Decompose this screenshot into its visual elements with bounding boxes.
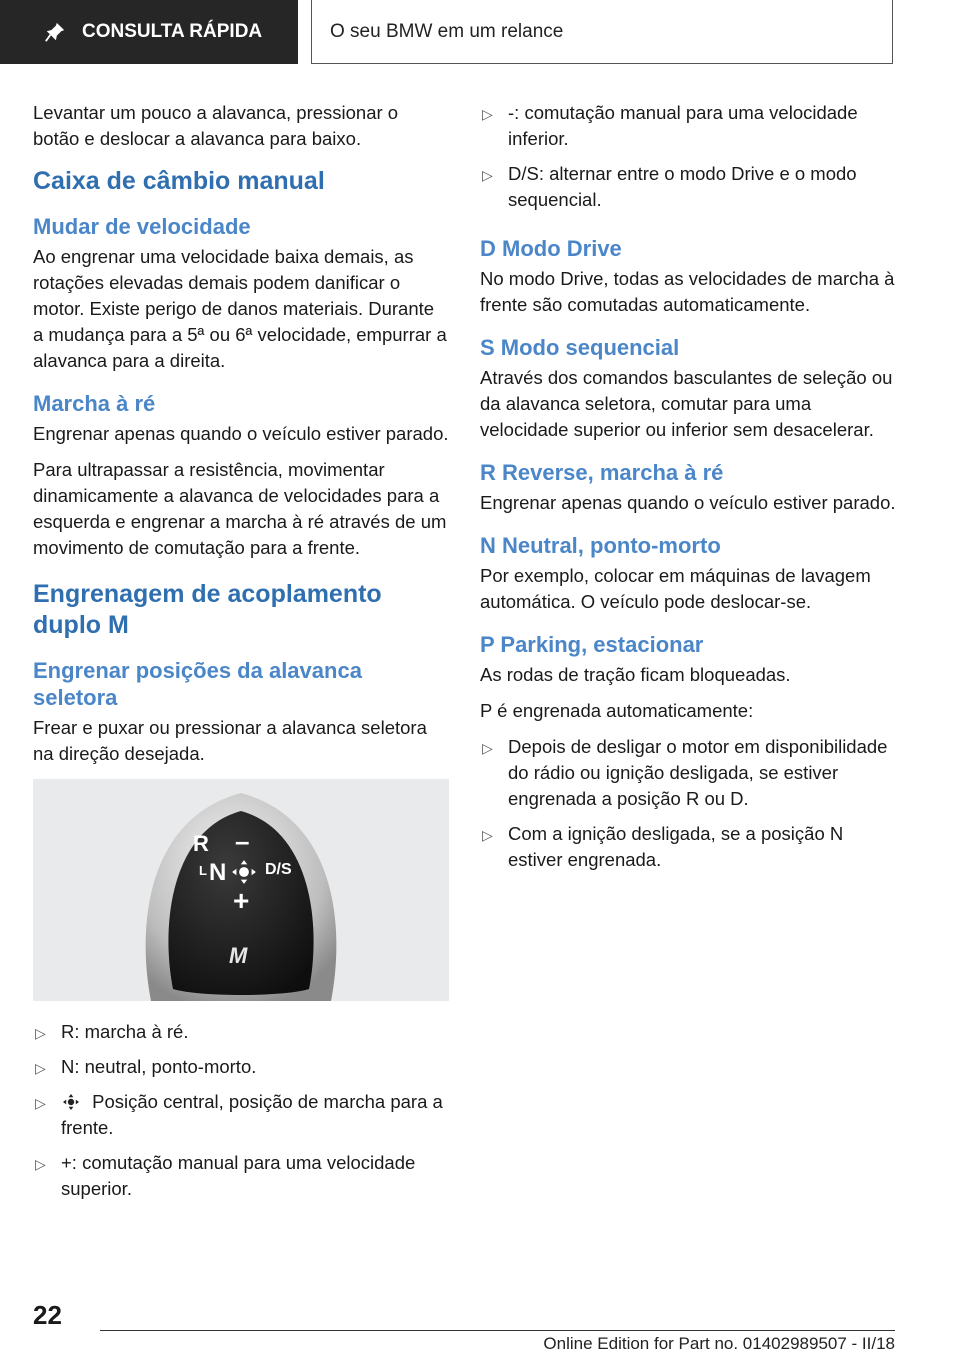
triangle-bullet-icon: ▷ [482,827,493,843]
right-column [480,100,896,882]
center-position-icon [61,1094,81,1110]
list-item: ▷ Depois de desligar o motor em disponibilidade do rádio ou ignição desligada, se estiver engrenada a posição R ou D. [482,736,888,809]
heading-reverse-mode: R Reverse, marcha à ré [480,460,724,485]
heading-manual-gearbox: Caixa de câmbio manual [33,167,325,195]
shift-bullets [480,100,896,213]
list-item: ▷ -: comutação manual para uma velocidade inferior. [482,102,858,149]
selector-label-n: N [209,859,227,886]
parking-bullets [480,734,896,873]
footer-edition: Online Edition for Part no. 01402989507 - II/18 [543,1334,895,1353]
reverse-mode-paragraph: Engrenar apenas quando o veículo estiver parado. [480,492,896,513]
heading-neutral: N Neutral, ponto-morto [480,533,721,558]
triangle-bullet-icon: ▷ [35,1156,46,1172]
list-item: ▷ N: neutral, ponto-morto. [33,1054,449,1080]
footer-divider [100,1330,895,1331]
list-item: ▷ Posição central, posição de marcha para a frente. [35,1091,443,1138]
reverse-paragraph-2: Para ultrapassar a resistência, movimentar dinamicamente a alavanca de velocidades para a esquerda e engrenar a marcha à ré através de um movimento de comutação para a frente. [33,459,447,558]
list-item: ▷ Com a ignição desligada, se a posição N estiver engrenada. [482,823,844,870]
list-item: ▷ R: marcha à ré. [33,1019,449,1045]
sequential-paragraph: Através dos comandos basculantes de seleção ou da alavanca seletora, comutar para uma velocidade superior ou inferior sem desacelerar. [480,367,893,440]
heading-dct: Engrenagem de acoplamento duplo M [33,580,382,639]
tab-quick-reference[interactable] [0,0,298,64]
list-item: ▷ D/S: alternar entre o modo Drive e o modo sequencial. [482,163,857,210]
pushpin-icon [44,21,66,43]
tab-section-label: O seu BMW em um relance [330,20,564,42]
page-header [0,0,960,66]
center-position-icon [231,859,257,885]
intro-paragraph: Levantar um pouco a alavanca, pressionar o botão e deslocar a alavanca para baixo. [33,102,399,149]
heading-drive-mode: D Modo Drive [480,236,622,261]
heading-selector-positions: Engrenar posições da alavanca seletora [33,658,362,710]
triangle-bullet-icon: ▷ [482,167,493,183]
triangle-bullet-icon: ▷ [35,1060,46,1076]
selector-bullets [33,1019,449,1202]
parking-paragraph-2: P é engrenada automaticamente: [480,700,754,721]
triangle-bullet-icon: ▷ [482,106,493,122]
drive-paragraph: No modo Drive, todas as velocidades de marcha à frente são comutadas automaticamente. [480,268,895,315]
triangle-bullet-icon: ▷ [35,1025,46,1041]
selector-label-minus: – [235,826,250,856]
selector-lever-image [33,779,449,1001]
page-number: 22 [33,1300,62,1330]
selector-label-r: R [193,831,209,856]
tab-quick-reference-label: CONSULTA RÁPIDA [82,21,263,42]
selector-label-plus: + [233,885,250,916]
heading-shift-gears: Mudar de velocidade [33,214,251,239]
triangle-bullet-icon: ▷ [35,1095,46,1111]
left-column [33,100,449,1211]
selector-label-l: L [199,863,207,878]
selector-label-ds: D/S [265,861,292,878]
heading-reverse: Marcha à ré [33,391,156,416]
neutral-paragraph: Por exemplo, colocar em máquinas de lavagem automática. O veículo pode deslocar-se. [480,565,871,612]
heading-parking: P Parking, estacionar [480,632,704,657]
positions-paragraph: Frear e puxar ou pressionar a alavanca seletora na direção desejada. [33,717,427,764]
tab-section-title[interactable] [311,0,893,64]
m-logo: M [229,943,249,968]
parking-paragraph-1: As rodas de tração ficam bloqueadas. [480,664,791,685]
heading-sequential-mode: S Modo sequencial [480,335,680,360]
reverse-paragraph-1: Engrenar apenas quando o veículo estiver parado. [33,423,449,444]
list-item: ▷ +: comutação manual para uma velocidade superior. [35,1152,416,1199]
shift-paragraph: Ao engrenar uma velocidade baixa demais, as rotações elevadas demais podem danificar o motor. Existe perigo de danos materiais. Durante a mudança para a 5ª ou 6ª velocidade, empurrar a alavanca para a direita. [33,246,447,371]
triangle-bullet-icon: ▷ [482,740,493,756]
